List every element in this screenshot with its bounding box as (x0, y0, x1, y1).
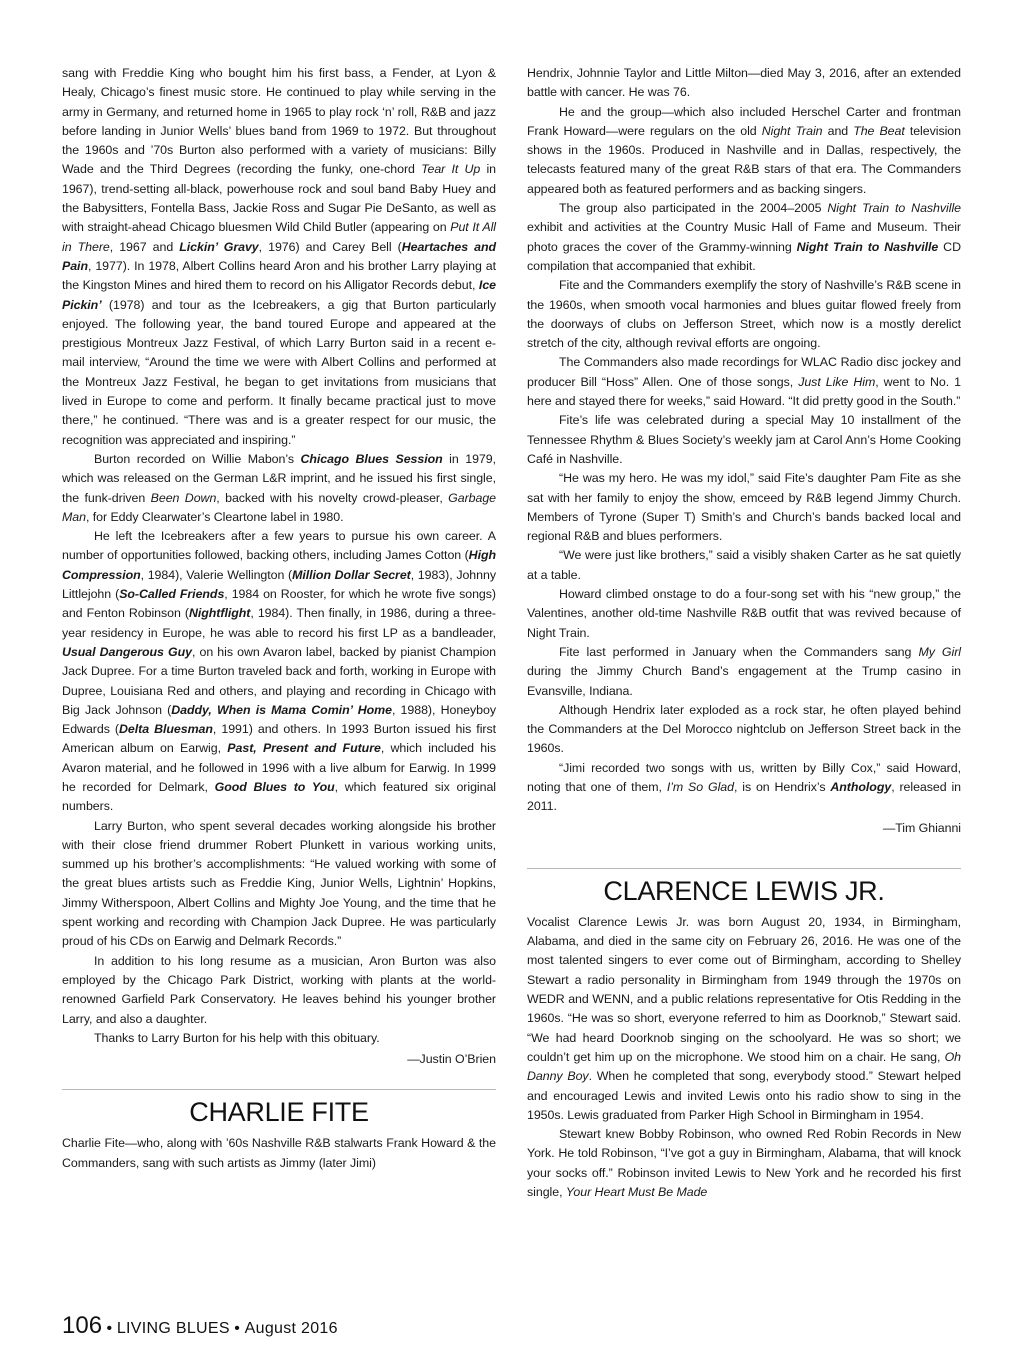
text-run: , for Eddy Clearwater’s Cleartone label in 1980. (85, 509, 344, 524)
album-title: Heartaches and Pain (62, 239, 496, 273)
album-title: Usual Dangerous Guy (62, 644, 192, 659)
paragraph (62, 817, 496, 952)
album-title: Lickin’ Gravy (179, 239, 259, 254)
song-title: Put It All in There (62, 220, 496, 254)
paragraph (527, 469, 961, 546)
text-run: , went to No. 1 here and stayed there for weeks,” said Howard. “It did pretty good in the South.” (527, 374, 961, 409)
paragraph (527, 759, 961, 817)
text-run: during the Jimmy Church Band’s engagement at the Trump casino in Evansville, Indiana. (527, 664, 961, 698)
song-title: Night Train to Nashville (827, 201, 961, 216)
fite-obituary-intro (62, 1134, 496, 1173)
text-run: , 1991) and others. In 1993 Burton issued his first American album on Earwig, (62, 722, 497, 756)
paragraph (527, 585, 961, 643)
album-title: Night Train to Nashville (796, 239, 939, 254)
text-run: “He was my hero. He was my idol,” said Fite’s daughter Pam Fite as she sat with her family to enjoy the show, emceed by R&B legend Jimmy Church. Members of Tyrone (Super T) Smith’s and Church’s bands backed local and regional R&B and blues performers. (527, 471, 961, 544)
text-run: Hendrix, Johnnie Taylor and Little Milton—died May 3, 2016, after an extended battle with cancer. He was 76. (527, 66, 961, 100)
left-column (62, 64, 496, 1173)
paragraph (527, 546, 961, 585)
text-run: Howard climbed onstage to do a four-song set with his “new group,” the Valentines, another old-time Nashville R&B outfit that was revived because of Night Train. (527, 587, 961, 640)
paragraph (527, 353, 961, 411)
issue-date: August 2016 (244, 1320, 338, 1337)
text-run: “We were just like brothers,” said a visibly shaken Carter as he sat quietly at a table. (527, 548, 961, 582)
burton-obituary-body (62, 64, 496, 1048)
paragraph (527, 1125, 961, 1202)
album-title: Chicago Blues Session (300, 451, 443, 466)
album-title: So-Called Friends (119, 587, 225, 602)
text-run: , which featured six original numbers. (62, 779, 496, 814)
song-title: The Beat (853, 123, 905, 138)
text-run: , is on Hendrix’s (733, 779, 831, 794)
paragraph (527, 64, 961, 103)
paragraph (527, 701, 961, 759)
song-title: Garbage Man (62, 490, 497, 524)
text-run: , released in 2011. (527, 779, 962, 814)
paragraph (62, 952, 496, 1029)
album-title: Past, Present and Future (227, 741, 381, 756)
footer-separator: • (106, 1320, 113, 1337)
album-title: Million Dollar Secret (292, 567, 411, 582)
text-run: , 1976) and Carey Bell ( (258, 239, 402, 254)
text-run: (1978) and tour as the Icebreakers, a gig that Burton particularly enjoyed. The following year, the band toured Europe and appeared at the prestigious Montreux Jazz Festival, of which Larry Burton said in a recent e-mail interview, “Around the time we were with Albert Collins and performed at the Montreux Jazz Festival, he began to get invitations from musicians that lived in Europe to come and perform. It finally became practical just to move there,” he continued. “There was and is a greater respect for our music, the recognition was appreciated and inspiring.” (62, 297, 496, 447)
song-title: Just Like Him (798, 374, 876, 389)
section-divider (62, 1089, 496, 1090)
album-title: Delta Bluesman (119, 722, 213, 737)
text-run: Fite last performed in January when the Commanders sang (559, 644, 919, 659)
text-run: Vocalist Clarence Lewis Jr. was born August 20, 1934, in Birmingham, Alabama, and died in the same city on February 26, 2016. He was one of the most talented singers to ever come out of Birmingham, according to Shelley Stewart a radio personality in Birmingham from 1949 through the 1970s on WEDR and WENN, and a public relations representative for Otis Redding in the 1960s. “He was so short, everyone referred to him as Doorknob,” Stewart said. “We had heard Doorknob singing on the schoolyard. He was so short; we couldn’t get him up on the microphone. We stood him on a chair. He sang, (527, 914, 961, 1064)
paragraph (527, 913, 961, 1125)
paragraph (62, 1134, 496, 1173)
album-title: Ice Pickin’ (62, 278, 496, 312)
text-run: , 1988), Honeyboy Edwards ( (62, 702, 496, 737)
section-title-charlie-fite: CHARLIE FITE (189, 1097, 369, 1128)
song-title: My Girl (918, 644, 961, 659)
text-run: Thanks to Larry Burton for his help with this obituary. (94, 1030, 380, 1045)
text-run: Burton recorded on Willie Mabon’s (94, 451, 301, 466)
section-divider (527, 868, 961, 869)
text-run: Although Hendrix later exploded as a rock star, he often played behind the Commanders at the Del Morocco nightclub on Jefferson Street back in the 1960s. (527, 702, 961, 756)
album-title: Nightflight (188, 606, 251, 621)
song-title: Oh Danny Boy (527, 1049, 961, 1084)
text-run: CD compilation that accompanied that exhibit. (527, 239, 961, 273)
text-run: , 1984). Then finally, in 1986, during a three-year residency in Europe, he was able to record his first LP as a bandleader, (62, 606, 496, 640)
text-run: , 1984), Valerie Wellington ( (140, 567, 293, 582)
album-title: High Compression (62, 548, 496, 582)
text-run: In addition to his long resume as a musician, Aron Burton was also employed by the Chicago Park District, working with plants at the world-renowned Garfield Park Conservatory. He leaves behind his younger brother Larry, and also a daughter. (62, 953, 496, 1026)
text-run: The group also participated in the 2004–2005 (559, 201, 828, 216)
text-run: , 1984 on Rooster, for which he wrote five songs) and Fenton Robinson ( (62, 587, 496, 621)
song-title: I’m So Glad (666, 779, 734, 794)
song-title: Been Down (150, 490, 217, 505)
text-run: , backed with his novelty crowd-pleaser, (216, 490, 449, 505)
text-run: He and the group—which also included Herschel Carter and frontman Frank Howard—were regulars on the old (527, 104, 961, 138)
text-run: , 1967 and (109, 239, 180, 254)
text-run: Stewart knew Bobby Robinson, who owned Red Robin Records in New York. He told Robinson, “I’ve got a guy in Birmingham, Alabama, that will knock your socks off.” Robinson invited Lewis to New York and he recorded his first single, (527, 1127, 961, 1200)
text-run: Fite’s life was celebrated during a special May 10 installment of the Tennessee Rhythm & Blues Society’s weekly jam at Carol Ann’s Home Cooking Café in Nashville. (527, 413, 961, 466)
paragraph (527, 199, 961, 276)
paragraph (62, 1029, 496, 1048)
text-run: , 1977). In 1978, Albert Collins heard Aron and his brother Larry playing at the Kingston Mines and hired them to record on his Alligator Records debut, (62, 258, 496, 293)
text-run: The Commanders also made recordings for WLAC Radio disc jockey and producer Bill “Hoss” Allen. One of those songs, (527, 355, 961, 389)
album-title: Good Blues to You (214, 779, 335, 794)
text-run: , which included his Avaron material, and he followed in 1996 with a live album for Earwig. In 1999 he recorded for Delmark, (62, 741, 496, 794)
byline-tim-ghianni: —Tim Ghianni (882, 820, 961, 835)
right-column (527, 64, 961, 1202)
byline-justin-obrien: —Justin O’Brien (407, 1052, 496, 1067)
album-title: Daddy, When is Mama Comin’ Home (171, 702, 392, 717)
fite-obituary-body (527, 64, 961, 817)
paragraph (527, 103, 961, 199)
lewis-obituary-body (527, 913, 961, 1202)
album-title: Anthology (830, 779, 892, 794)
page-number: 106 (62, 1312, 103, 1339)
page-footer (62, 1312, 338, 1340)
paragraph (527, 411, 961, 469)
text-run: in 1967), trend-setting all-black, powerhouse rock and soul band Baby Huey and the Babysitters, Fontella Bass, Jackie Ross and Sugar Pie DeSanto, as well as with straight-ahead Chicago bluesmen Wild Child Butler (appearing on (62, 162, 497, 235)
text-run: exhibit and activities at the Country Music Hall of Fame and Museum. Their photo graces the cover of the Grammy-winning (527, 220, 961, 254)
text-run: Fite and the Commanders exemplify the story of Nashville’s R&B scene in the 1960s, when smooth vocal harmonies and blues guitar flowed freely from the doorways of clubs on Jefferson Street, which now is a mostly derelict stretch of the city, although revival efforts are ongoing. (527, 278, 961, 351)
section-title-clarence-lewis: CLARENCE LEWIS JR. (603, 875, 885, 906)
paragraph (527, 276, 961, 353)
song-title: Night Train (761, 123, 823, 138)
text-run: Larry Burton, who spent several decades working alongside his brother with their close friend drummer Robert Plunkett in various working units, summed up his brother’s accomplishments: “He valued working with some of the great blues artists such as Freddie King, Junior Wells, Lightnin’ Hopkins, Jimmy Witherspoon, Albert Collins and Mighty Joe Young, and the time that he spent working and recording with Champion Jack Dupree. He was particularly proud of his CDs on Earwig and Delmark Records.” (62, 818, 496, 949)
text-run: . When he completed that song, everybody stood.” Stewart helped and encouraged Lewis and invited Lewis onto his radio show to sing in the 1950s. Lewis graduated from Parker High School in Birmingham in 1954. (527, 1069, 961, 1122)
paragraph (527, 643, 961, 701)
text-run: Charlie Fite—who, along with ’60s Nashville R&B stalwarts Frank Howard & the Commanders, sang with such artists as Jimmy (later Jimi) (62, 1136, 496, 1170)
text-run: and (822, 123, 854, 138)
text-run: sang with Freddie King who bought him his first bass, a Fender, at Lyon & Healy, Chicago’s finest music store. He continued to play while serving in the army in Germany, and returned home in 1965 to play rock ‘n’ roll, R&B and jazz before landing in Junior Wells’ blues band from 1969 to 1972. But throughout the 1960s and ’70s Burton also performed with a variety of musicians: Billy Wade and the Third Degrees (recording the funky, one-chord (62, 66, 496, 177)
text-run: television shows in the 1960s. Produced in Nashville and in Dallas, respectively, the telecasts featured many of the great R&B stars of that era. The Commanders appeared both as featured performers and as backing singers. (527, 123, 961, 196)
text-run: He left the Icebreakers after a few years to pursue his own career. A number of opportunities followed, backing others, including James Cotton ( (62, 529, 496, 563)
paragraph (62, 527, 496, 816)
song-title: Your Heart Must Be Made (565, 1185, 708, 1200)
paragraph (62, 450, 496, 527)
song-title: Tear It Up (421, 162, 481, 177)
text-run: in 1979, which was released on the German L&R imprint, and he issued his first single, the funk-driven (62, 451, 496, 505)
text-run: “Jimi recorded two songs with us, written by Billy Cox,” said Howard, noting that one of them, (527, 760, 961, 794)
footer-separator: • (234, 1320, 241, 1337)
text-run: , on his own Avaron label, backed by pianist Champion Jack Dupree. For a time Burton traveled back and forth, working in Europe with Dupree, Louisiana Red and others, and playing and recording in Chicago with Big Jack Johnson ( (62, 644, 497, 717)
magazine-name: LIVING BLUES (116, 1320, 230, 1337)
text-run: , 1983), Johnny Littlejohn ( (62, 567, 496, 602)
paragraph (62, 64, 496, 450)
